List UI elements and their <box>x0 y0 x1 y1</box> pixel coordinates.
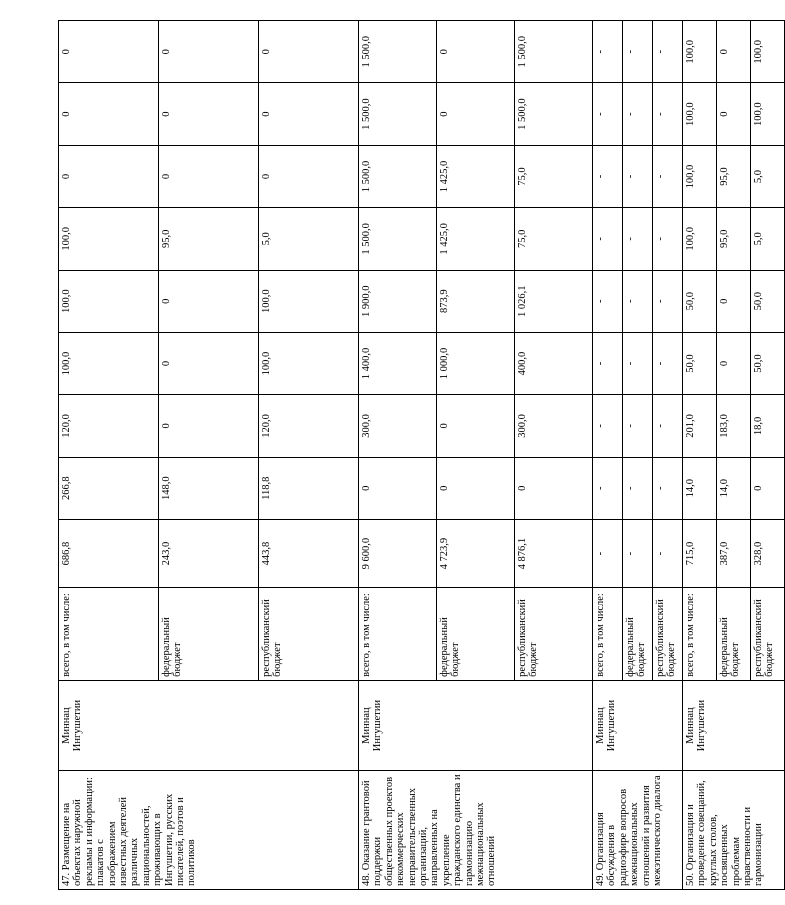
total-amount-cell: 243,0 <box>159 519 259 587</box>
year-amount-cell: 0 <box>717 21 751 83</box>
year-amount-cell: 1 000,0 <box>437 332 515 394</box>
year-amount-cell: 100,0 <box>751 21 785 83</box>
year-amount-cell: - <box>623 457 653 519</box>
funding-source-cell: федеральный бюджет <box>717 588 751 681</box>
year-amount-cell: 400,0 <box>515 332 593 394</box>
year-amount-cell: 120,0 <box>59 395 159 457</box>
year-amount-cell: 100,0 <box>59 270 159 332</box>
budget-table <box>58 20 785 890</box>
year-amount-cell: 266,8 <box>59 457 159 519</box>
funding-source-cell: республиканский бюджет <box>515 588 593 681</box>
year-amount-cell: 95,0 <box>717 208 751 270</box>
year-amount-cell: 0 <box>515 457 593 519</box>
year-amount-cell: 0 <box>159 270 259 332</box>
executor-cell: Миннац Ингушетии <box>683 680 785 771</box>
year-amount-cell: 0 <box>159 332 259 394</box>
year-amount-cell: 1 425,0 <box>437 145 515 207</box>
year-amount-cell: 1 500,0 <box>359 83 437 145</box>
total-amount-cell: - <box>623 519 653 587</box>
year-amount-cell: 1 900,0 <box>359 270 437 332</box>
total-amount-cell: 715,0 <box>683 519 717 587</box>
year-amount-cell: - <box>593 270 623 332</box>
year-amount-cell: 0 <box>259 145 359 207</box>
funding-source-cell: республиканский бюджет <box>653 588 683 681</box>
year-amount-cell: 100,0 <box>683 145 717 207</box>
funding-source-cell: всего, в том числе: <box>59 588 159 681</box>
year-amount-cell: 0 <box>717 332 751 394</box>
year-amount-cell: - <box>623 270 653 332</box>
year-amount-cell: - <box>593 457 623 519</box>
funding-source-cell: всего, в том числе: <box>359 588 437 681</box>
year-amount-cell: 50,0 <box>751 332 785 394</box>
year-amount-cell: 0 <box>259 83 359 145</box>
year-amount-cell: - <box>653 83 683 145</box>
total-amount-cell: 328,0 <box>751 519 785 587</box>
year-amount-cell: 14,0 <box>717 457 751 519</box>
table-row <box>359 21 437 890</box>
funding-source-cell: всего, в том числе: <box>683 588 717 681</box>
total-amount-cell: - <box>653 519 683 587</box>
funding-source-cell: федеральный бюджет <box>437 588 515 681</box>
year-amount-cell: 100,0 <box>59 332 159 394</box>
year-amount-cell: - <box>593 145 623 207</box>
total-amount-cell: 9 600,0 <box>359 519 437 587</box>
year-amount-cell: 183,0 <box>717 395 751 457</box>
year-amount-cell: 50,0 <box>683 270 717 332</box>
year-amount-cell: 0 <box>437 83 515 145</box>
year-amount-cell: 1 500,0 <box>515 83 593 145</box>
year-amount-cell: - <box>653 395 683 457</box>
year-amount-cell: 100,0 <box>683 83 717 145</box>
year-amount-cell: 5,0 <box>259 208 359 270</box>
year-amount-cell: 100,0 <box>59 208 159 270</box>
year-amount-cell: 0 <box>59 83 159 145</box>
year-amount-cell: 5,0 <box>751 208 785 270</box>
year-amount-cell: 50,0 <box>683 332 717 394</box>
executor-cell: Миннац Ингушетии <box>359 680 593 771</box>
year-amount-cell: 18,0 <box>751 395 785 457</box>
year-amount-cell: - <box>653 145 683 207</box>
table-row <box>683 21 717 890</box>
funding-source-cell: республиканский бюджет <box>751 588 785 681</box>
executor-cell: Миннац Ингушетии <box>593 680 683 771</box>
year-amount-cell: 118,8 <box>259 457 359 519</box>
funding-source-cell: федеральный бюджет <box>159 588 259 681</box>
total-amount-cell: 686,8 <box>59 519 159 587</box>
year-amount-cell: 1 500,0 <box>515 21 593 83</box>
year-amount-cell: - <box>593 332 623 394</box>
year-amount-cell: 1 400,0 <box>359 332 437 394</box>
year-amount-cell: 201,0 <box>683 395 717 457</box>
year-amount-cell: 5,0 <box>751 145 785 207</box>
year-amount-cell: 1 026,1 <box>515 270 593 332</box>
year-amount-cell: - <box>593 208 623 270</box>
year-amount-cell: 0 <box>437 457 515 519</box>
year-amount-cell: 1 500,0 <box>359 21 437 83</box>
funding-source-cell: федеральный бюджет <box>623 588 653 681</box>
year-amount-cell: - <box>623 83 653 145</box>
total-amount-cell: 4 876,1 <box>515 519 593 587</box>
year-amount-cell: 0 <box>437 21 515 83</box>
year-amount-cell: 0 <box>437 395 515 457</box>
year-amount-cell: 14,0 <box>683 457 717 519</box>
year-amount-cell: 120,0 <box>259 395 359 457</box>
year-amount-cell: 100,0 <box>683 21 717 83</box>
year-amount-cell: 300,0 <box>515 395 593 457</box>
total-amount-cell: 387,0 <box>717 519 751 587</box>
year-amount-cell: 100,0 <box>751 83 785 145</box>
year-amount-cell: 100,0 <box>259 270 359 332</box>
year-amount-cell: 1 500,0 <box>359 208 437 270</box>
year-amount-cell: - <box>623 21 653 83</box>
year-amount-cell: 0 <box>59 21 159 83</box>
year-amount-cell: 95,0 <box>717 145 751 207</box>
year-amount-cell: - <box>593 83 623 145</box>
year-amount-cell: - <box>623 208 653 270</box>
year-amount-cell: 95,0 <box>159 208 259 270</box>
funding-source-cell: всего, в том числе: <box>593 588 623 681</box>
year-amount-cell: - <box>653 332 683 394</box>
measure-name-cell: 49. Организация обсуждения в радиоэфире вопросов межнациональных отношений и развития межэтнического диалога <box>593 771 683 890</box>
measure-name-cell: 48. Оказание грантовой поддержки общественных проектов некоммерческих неправительственных организаций, направленных на укрепление гражданского единства и гармонизацию межнациональных отношений <box>359 771 593 890</box>
year-amount-cell: 0 <box>717 83 751 145</box>
year-amount-cell: 873,9 <box>437 270 515 332</box>
year-amount-cell: - <box>623 145 653 207</box>
year-amount-cell: 0 <box>259 21 359 83</box>
measure-name-cell: 50. Организация и проведение совещаний, круглых столов, посвященных проблемам нравственности и гармонизации <box>683 771 785 890</box>
year-amount-cell: 1 425,0 <box>437 208 515 270</box>
year-amount-cell: 75,0 <box>515 208 593 270</box>
year-amount-cell: - <box>593 395 623 457</box>
year-amount-cell: - <box>653 208 683 270</box>
year-amount-cell: 0 <box>717 270 751 332</box>
year-amount-cell: 100,0 <box>683 208 717 270</box>
year-amount-cell: 0 <box>159 395 259 457</box>
executor-cell: Миннац Ингушетии <box>59 680 359 771</box>
year-amount-cell: - <box>623 395 653 457</box>
year-amount-cell: - <box>623 332 653 394</box>
year-amount-cell: - <box>593 21 623 83</box>
year-amount-cell: 0 <box>751 457 785 519</box>
funding-source-cell: республиканский бюджет <box>259 588 359 681</box>
total-amount-cell: - <box>593 519 623 587</box>
year-amount-cell: - <box>653 21 683 83</box>
year-amount-cell: - <box>653 270 683 332</box>
measure-name-cell: 47. Размещение на объектах наружной рекламы и информации: плакатов с изображением известных деятелей различных национальностей, проживающих в Ингушетии, русских писателей, поэтов и политиков <box>59 771 359 890</box>
year-amount-cell: 0 <box>159 83 259 145</box>
year-amount-cell: 0 <box>59 145 159 207</box>
year-amount-cell: 148,0 <box>159 457 259 519</box>
year-amount-cell: 0 <box>359 457 437 519</box>
year-amount-cell: 1 500,0 <box>359 145 437 207</box>
year-amount-cell: 0 <box>159 21 259 83</box>
year-amount-cell: 50,0 <box>751 270 785 332</box>
table-row <box>59 21 159 890</box>
total-amount-cell: 4 723,9 <box>437 519 515 587</box>
year-amount-cell: 300,0 <box>359 395 437 457</box>
year-amount-cell: 75,0 <box>515 145 593 207</box>
year-amount-cell: 0 <box>159 145 259 207</box>
table-body <box>59 21 785 890</box>
year-amount-cell: 100,0 <box>259 332 359 394</box>
total-amount-cell: 443,8 <box>259 519 359 587</box>
table-row <box>593 21 623 890</box>
year-amount-cell: - <box>653 457 683 519</box>
